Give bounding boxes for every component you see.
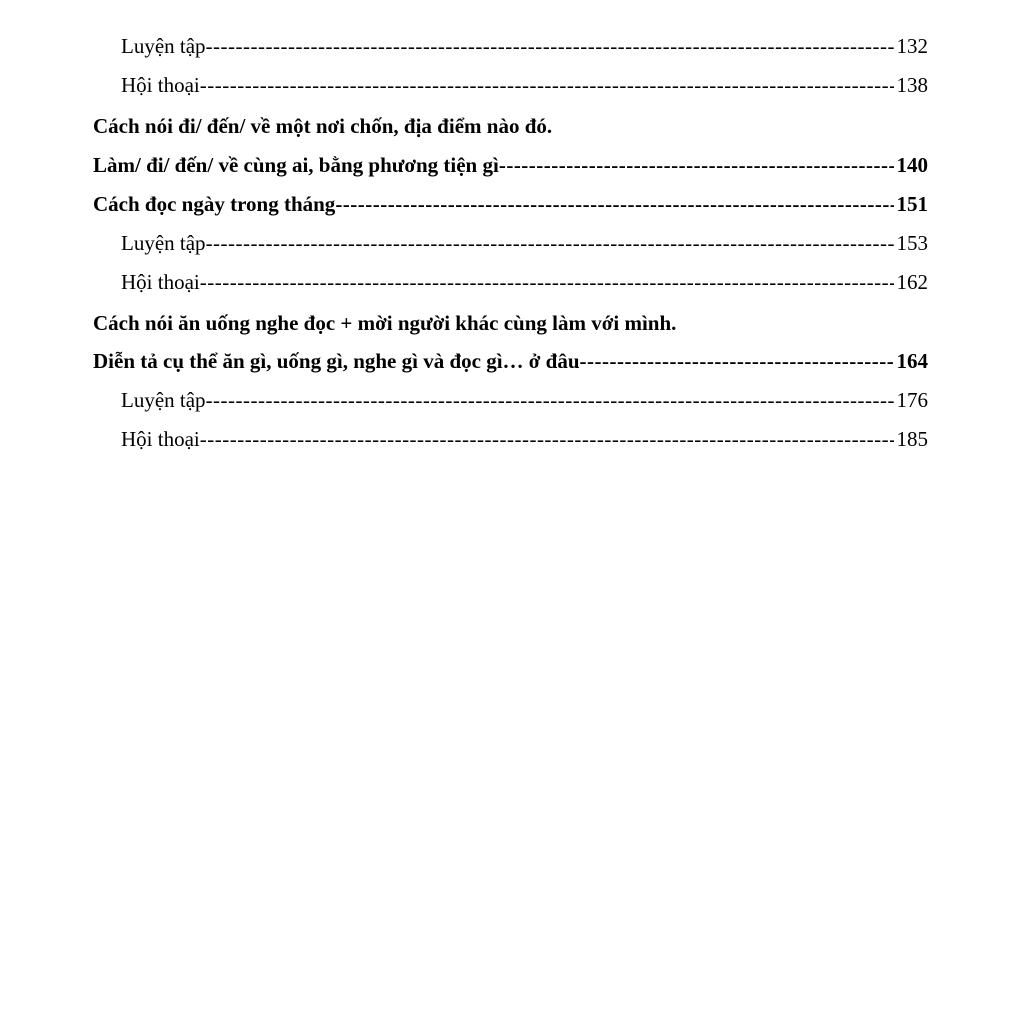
toc-entry-label: Hội thoại bbox=[121, 270, 200, 294]
toc-leader bbox=[206, 33, 894, 59]
toc-entry-label: Cách nói ăn uống nghe đọc + mời người khác cùng làm với mình. bbox=[93, 311, 677, 335]
toc-entry-label: Làm/ đi/ đến/ về cùng ai, bằng phương tiện gì bbox=[93, 153, 499, 177]
toc-leader bbox=[206, 230, 894, 256]
toc-entry-label: Diễn tả cụ thể ăn gì, uống gì, nghe gì và đọc gì… ở đâu bbox=[93, 349, 580, 373]
toc-leader bbox=[580, 348, 894, 374]
toc-entry-page: 162 bbox=[896, 270, 928, 294]
toc-entry-page: 164 bbox=[896, 349, 928, 373]
toc-section-heading bbox=[93, 310, 928, 336]
toc-leader bbox=[206, 387, 894, 413]
toc-leader bbox=[200, 72, 894, 98]
toc-entry-label: Luyện tập bbox=[121, 388, 206, 412]
toc-leader bbox=[335, 191, 893, 217]
toc-entry bbox=[121, 269, 928, 295]
toc-leader bbox=[499, 152, 894, 178]
toc-entry-label: Cách đọc ngày trong tháng bbox=[93, 192, 336, 216]
toc-entry bbox=[93, 348, 928, 374]
toc-entry-label: Luyện tập bbox=[121, 231, 206, 255]
toc-section-heading bbox=[93, 113, 928, 139]
toc-entry-label: Hội thoại bbox=[121, 73, 200, 97]
toc-entry-page: 185 bbox=[896, 427, 928, 451]
toc-entry-page: 151 bbox=[896, 192, 928, 216]
toc-entry bbox=[121, 230, 928, 256]
toc-entry-page: 138 bbox=[896, 73, 928, 97]
toc-leader bbox=[200, 426, 894, 452]
toc-entry bbox=[121, 33, 928, 59]
toc-entry bbox=[93, 152, 928, 178]
toc-entry bbox=[121, 72, 928, 98]
toc-leader bbox=[200, 269, 894, 295]
toc-entry bbox=[121, 387, 928, 413]
toc-entry-label: Hội thoại bbox=[121, 427, 200, 451]
toc-entry-page: 153 bbox=[896, 231, 928, 255]
toc-entry bbox=[121, 426, 928, 452]
toc-entry-page: 132 bbox=[896, 34, 928, 58]
toc-entry-page: 176 bbox=[896, 388, 928, 412]
toc-entry-page: 140 bbox=[896, 153, 928, 177]
toc-entry-label: Luyện tập bbox=[121, 34, 206, 58]
toc-entry-label: Cách nói đi/ đến/ về một nơi chốn, địa điểm nào đó. bbox=[93, 114, 553, 138]
toc-entry bbox=[93, 191, 928, 217]
